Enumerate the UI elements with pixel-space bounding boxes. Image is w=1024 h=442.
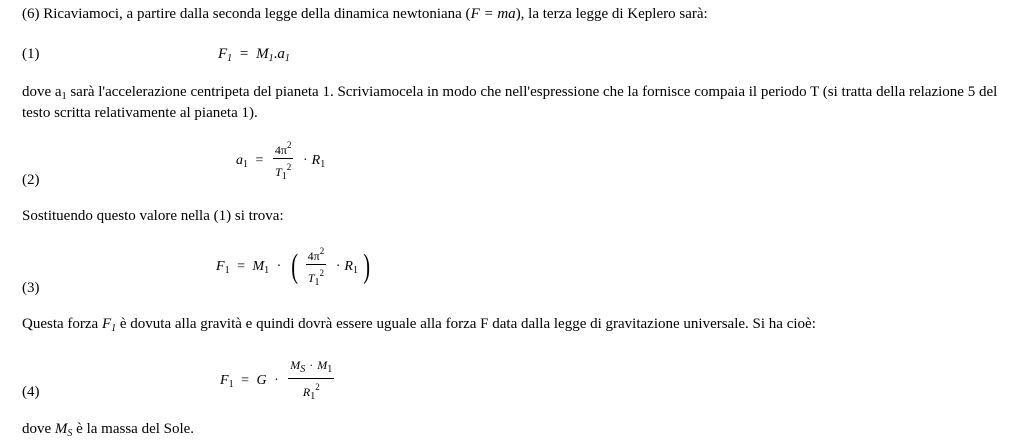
right-paren: ): [363, 248, 371, 285]
equation-1-label: (1): [22, 46, 40, 62]
equation-3: $F_1 = M_1$ · ( $\frac{4\pi^2}{T_1^2}$ · $R_1$ ): [216, 246, 371, 288]
fraction-4pi2-t2: $\frac{4\pi^2}{T_1^2}$: [307, 246, 325, 288]
fraction-4pi2-t2: $\frac{4\pi^2}{T_1^2}$: [274, 140, 292, 182]
paragraph-6: (6) Ricaviamoci, a partire dalla seconda legge della dinamica newtoniana (F = ma), la terza legge di Keplero sarà:: [22, 6, 708, 22]
equation-2-label: (2): [22, 172, 40, 188]
equation-4-label: (4): [22, 384, 40, 400]
equation-4: $F_1 = G$ · $\frac{M_S \cdot M_1}{R_1^2}$: [220, 358, 333, 402]
fraction-ms-m1-r2: $\frac{M_S \cdot M_1}{R_1^2}$: [290, 358, 333, 402]
left-paren: (: [291, 248, 298, 285]
equation-2: $a_1$ = $\frac{4\pi^2}{T_1^2}$ · $R_1$: [236, 140, 326, 182]
formula-f-ma: F = ma: [470, 6, 516, 22]
equation-3-label: (3): [22, 280, 40, 296]
paragraph-centripetal: dove $a_1$ sarà l'accelerazione centripeta del pianeta 1. Scriviamocela in modo che nell'espressione che la fornisce compaia il periodo T (si tratta della relazione 5 del testo scritta relativamente al pianeta 1).: [22, 84, 998, 121]
paragraph-gravity: Questa forza $F_1$ è dovuta alla gravità e quindi dovrà essere uguale alla forza F data dalla legge di gravitazione universale. Si ha cioè:: [22, 316, 816, 334]
paragraph-sun-mass: dove $M_S$ è la massa del Sole.: [22, 421, 195, 439]
paragraph-substitution: Sostituendo questo valore nella (1) si trova:: [22, 208, 284, 224]
equation-1: $F_1 = M_1.a_1$: [218, 46, 290, 64]
